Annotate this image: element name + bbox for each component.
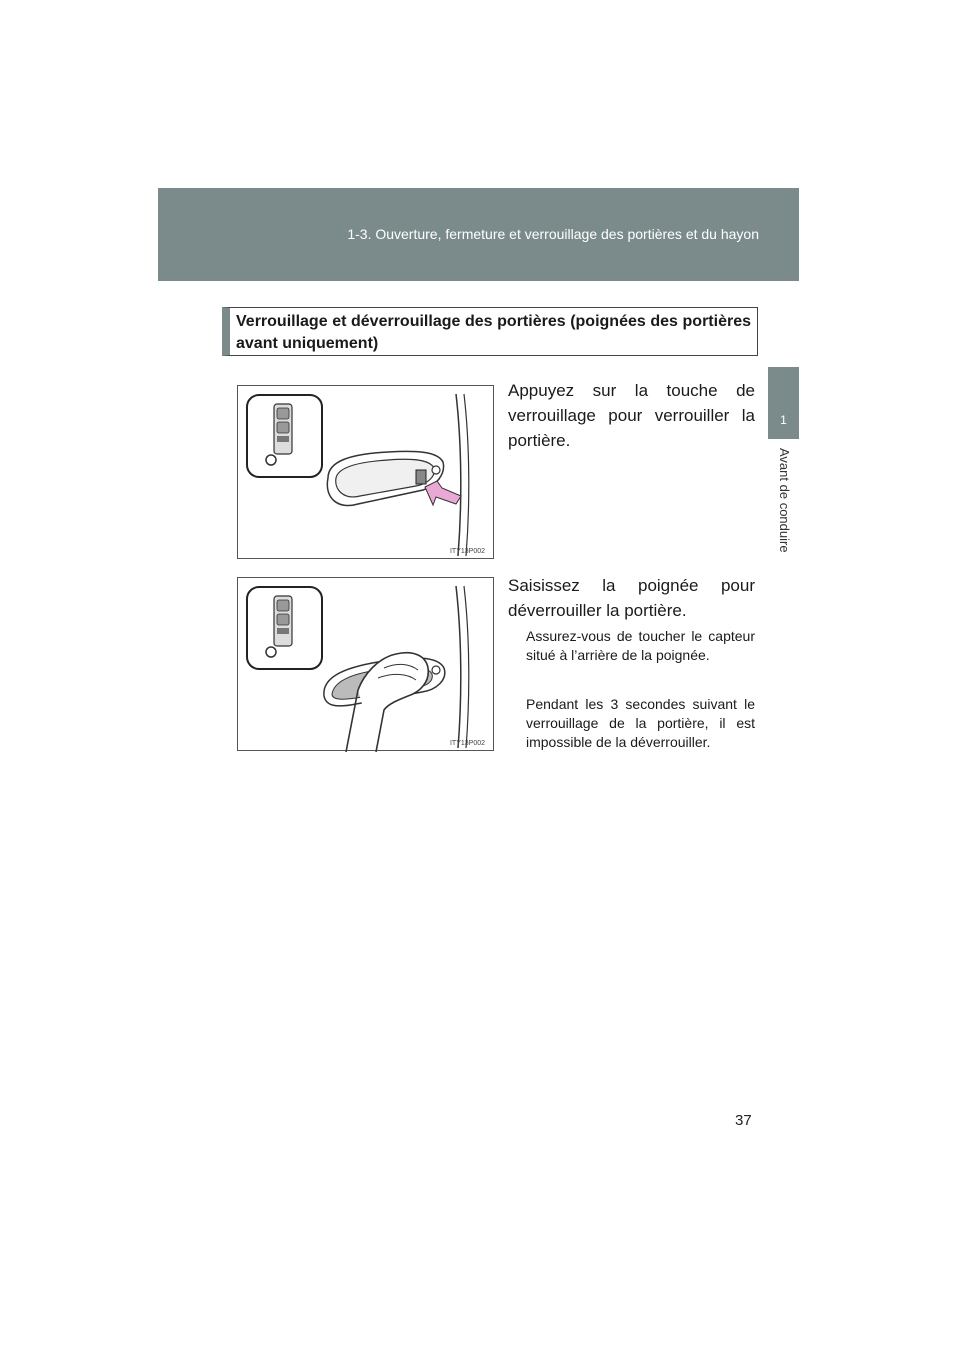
chapter-number: 1 <box>780 413 787 427</box>
section-title: Verrouillage et déverrouillage des portières (poignées des portières avant uniquement) <box>236 313 751 352</box>
step-lock-text: Appuyez sur la touche de verrouillage pour verrouiller la portière. <box>508 381 755 450</box>
note-sensor: Assurez-vous de toucher le capteur situé à l’arrière de la poignée. <box>526 628 755 663</box>
door-handle-lock-button-illustration <box>238 386 495 560</box>
section-header <box>222 307 758 356</box>
figure-lock-button <box>237 385 494 559</box>
header-band <box>158 188 799 281</box>
chapter-tab[interactable] <box>768 367 799 439</box>
figure-code: ITY13P002 <box>449 740 485 747</box>
figure-grip-handle <box>237 577 494 751</box>
chapter-label: Avant de conduire <box>777 448 792 553</box>
figure-code: ITY13P002 <box>449 548 485 555</box>
page-number: 37 <box>735 1112 752 1129</box>
door-handle-grip-illustration <box>238 578 495 752</box>
note-delay: Pendant les 3 secondes suivant le verrouillage de la portière, il est impossible de la déverrouiller. <box>526 696 755 750</box>
breadcrumb: 1-3. Ouverture, fermeture et verrouillage des portières et du hayon <box>347 226 759 242</box>
step-unlock-text: Saisissez la poignée pour déverrouiller la portière. <box>508 576 755 620</box>
